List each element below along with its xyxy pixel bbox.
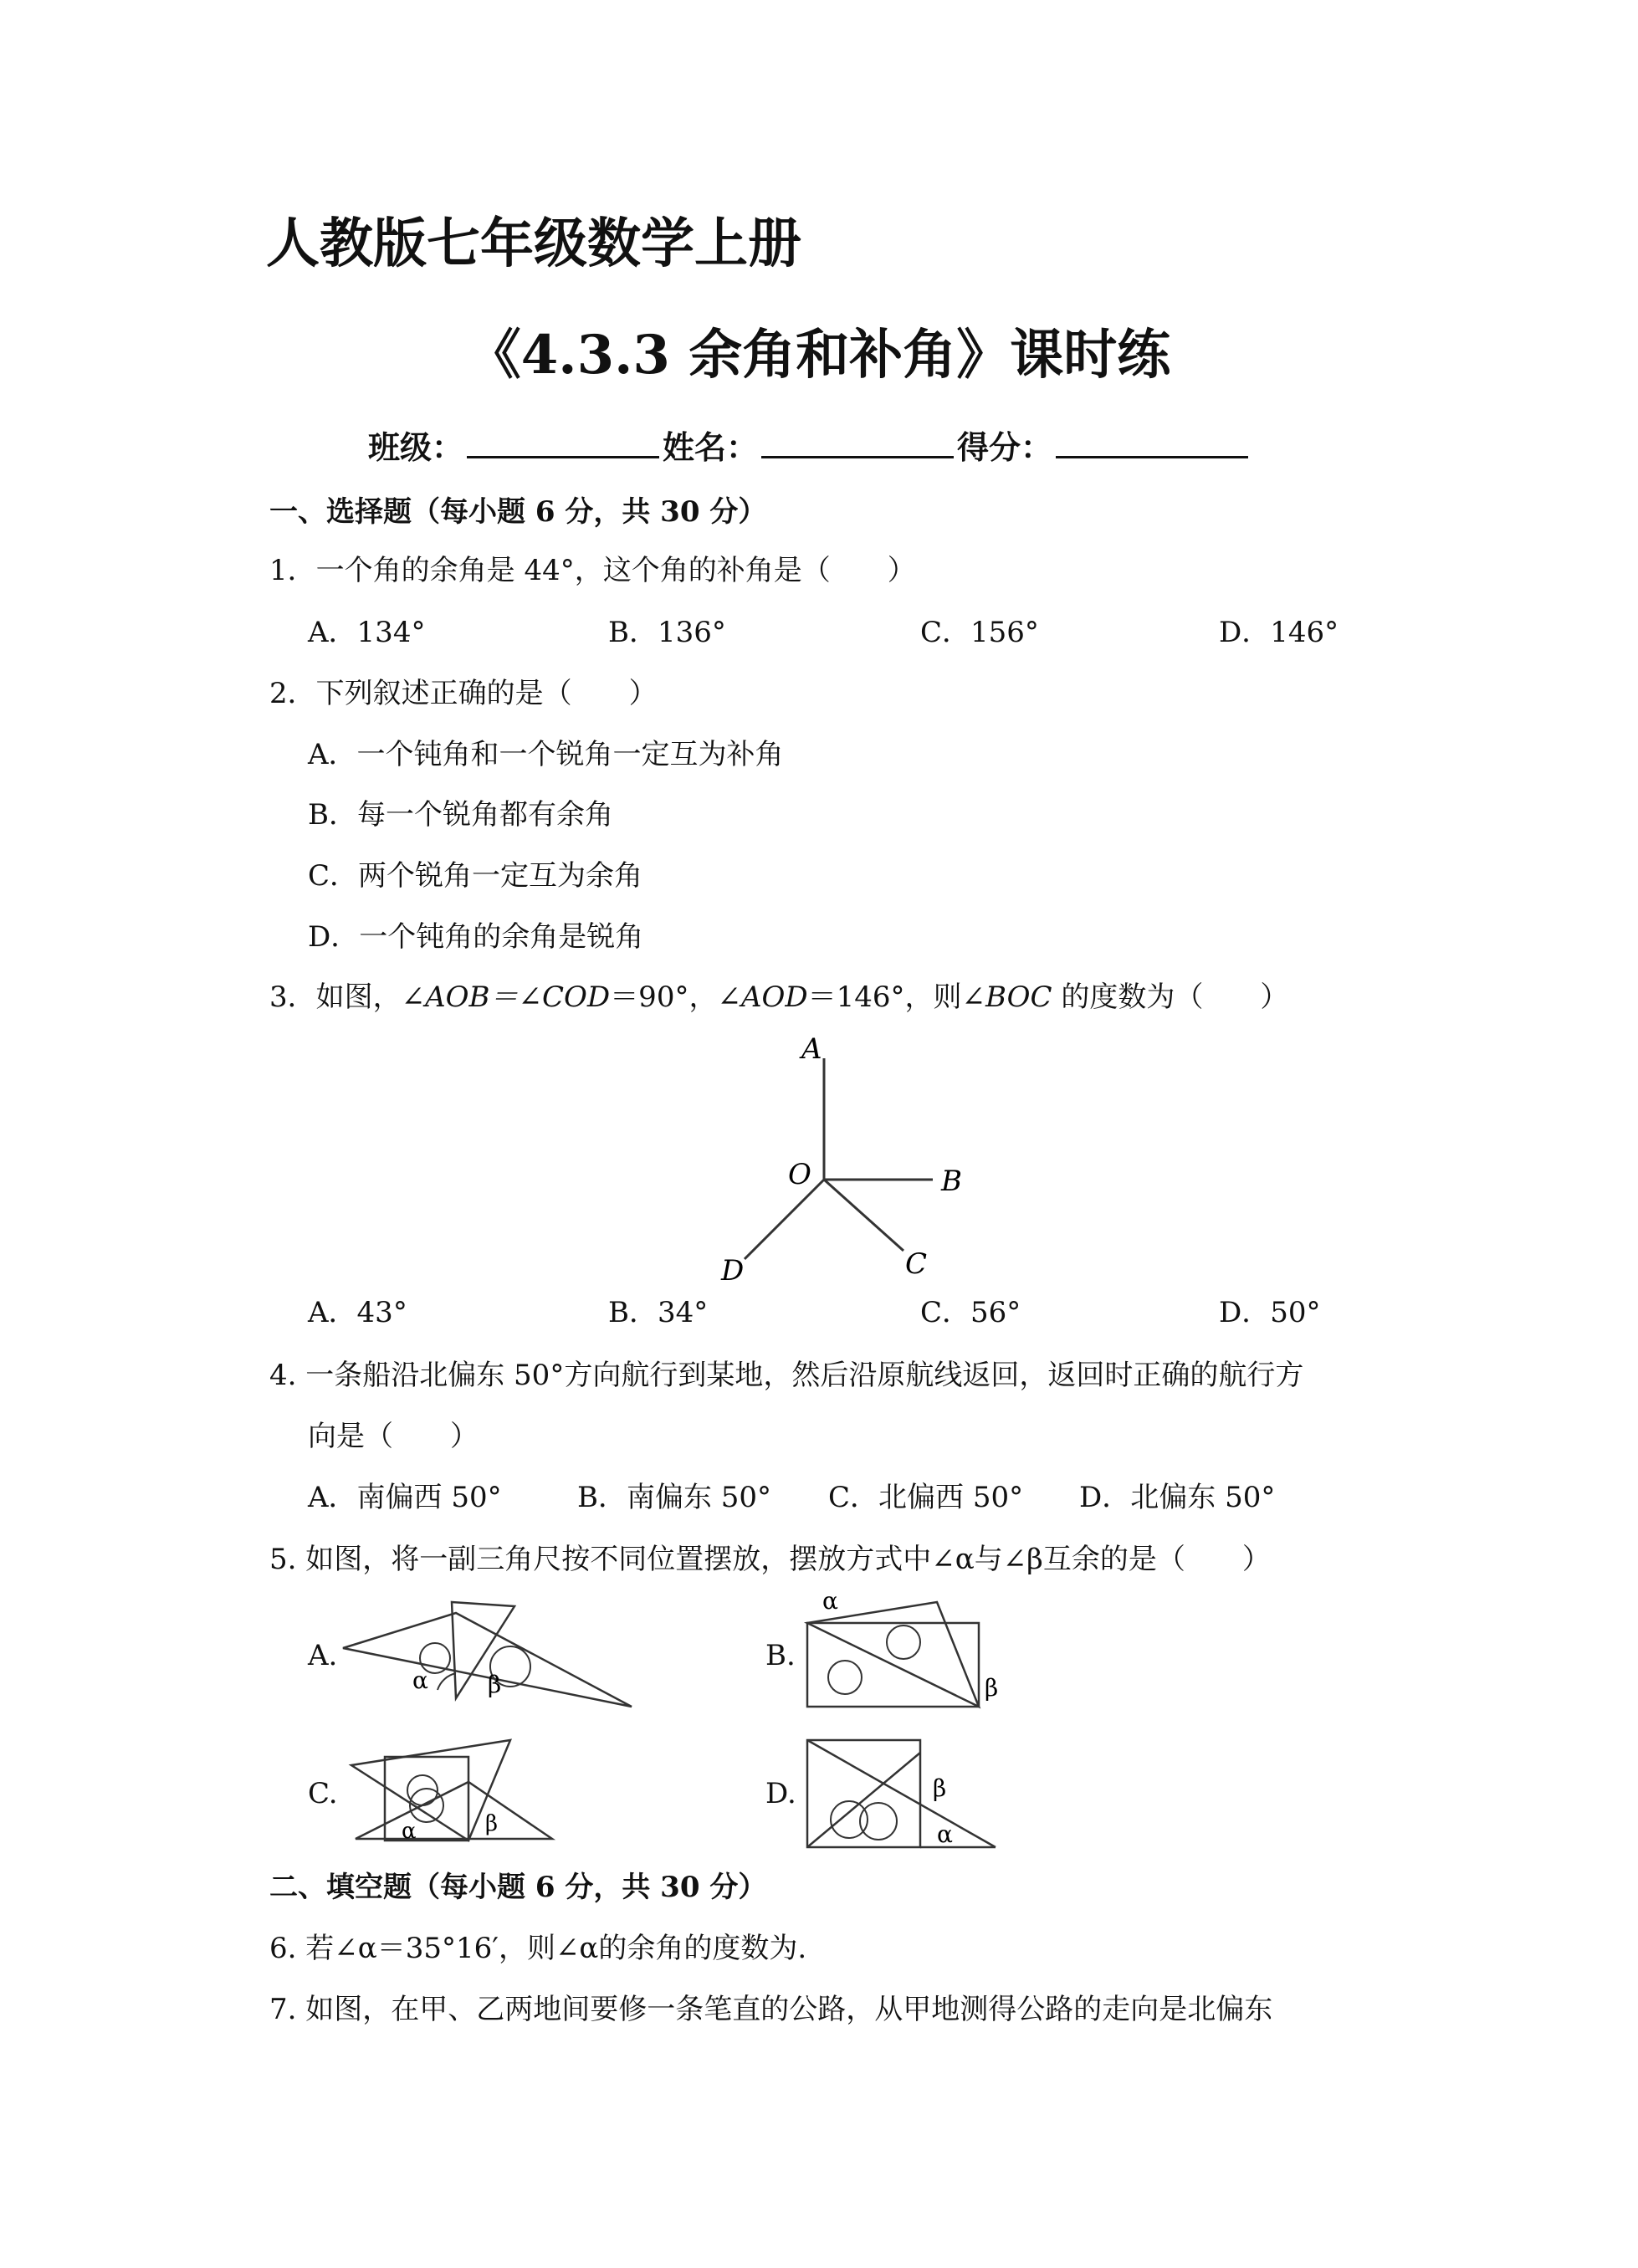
q3-option-d[interactable]: D．50°: [1219, 1296, 1321, 1329]
q3-option-a[interactable]: A．43°: [308, 1296, 407, 1329]
q5-figure-a[interactable]: [339, 1598, 640, 1723]
q5-b-beta: β: [985, 1674, 999, 1702]
question-4-line-1: 4. 一条船沿北偏东 50°方向航行到某地，然后沿原航线返回，返回时正确的航行方: [269, 1359, 1304, 1392]
q3-expr-1: ∠AOB＝∠COD: [401, 980, 611, 1014]
question-2: 2．下列叙述正确的是（ ）: [269, 677, 658, 710]
q4-option-c[interactable]: C．北偏西 50°: [828, 1481, 1024, 1514]
q5-option-a-label[interactable]: A.: [308, 1639, 338, 1672]
label-a: A: [801, 1032, 822, 1066]
q2-option-b[interactable]: B．每一个锐角都有余角: [308, 798, 613, 832]
q5-c-alpha: α: [402, 1819, 417, 1844]
q5-option-c-label[interactable]: C.: [308, 1777, 338, 1810]
q4-option-b[interactable]: B．南偏东 50°: [577, 1481, 772, 1514]
label-o: O: [788, 1158, 811, 1191]
question-5: 5. 如图，将一副三角尺按不同位置摆放，摆放方式中∠α与∠β互余的是（ ）: [269, 1543, 1271, 1576]
q3-option-c[interactable]: C．56°: [920, 1296, 1021, 1329]
q3-suffix: 的度数为（ ）: [1052, 980, 1289, 1014]
question-1: 1．一个角的余角是 44°，这个角的补角是（ ）: [269, 554, 916, 587]
q5-d-beta: β: [933, 1774, 947, 1802]
q3-angle-figure: [686, 1025, 1004, 1293]
ray-oc: [824, 1180, 903, 1251]
q5-a-beta: β: [488, 1671, 502, 1698]
name-blank[interactable]: [761, 422, 954, 458]
q3-option-b[interactable]: B．34°: [608, 1296, 709, 1329]
ray-od: [745, 1180, 824, 1259]
q5-figure-d[interactable]: [799, 1728, 1008, 1853]
q5-d-alpha: α: [937, 1820, 953, 1848]
q2-option-a[interactable]: A．一个钝角和一个锐角一定互为补角: [308, 738, 784, 771]
q3-mid-1: ＝90°，: [610, 980, 718, 1014]
q3-expr-2: ∠AOD: [717, 980, 808, 1014]
q3-mid-2: ＝146°，则: [807, 980, 962, 1014]
q5-a-alpha: α: [412, 1666, 428, 1694]
question-6: 6. 若∠α＝35°16′，则∠α的余角的度数为.: [269, 1932, 807, 1965]
q5-figure-b[interactable]: [799, 1585, 1025, 1719]
question-3: [269, 977, 1288, 1017]
section-2-heading: 二、填空题（每小题 6 分，共 30 分）: [269, 1871, 767, 1904]
question-7: 7. 如图，在甲、乙两地间要修一条笔直的公路，从甲地测得公路的走向是北偏东: [269, 1993, 1273, 2026]
q3-expr-3: ∠BOC: [961, 980, 1052, 1014]
label-b: B: [941, 1165, 962, 1198]
score-blank[interactable]: [1056, 422, 1248, 458]
q5-option-b-label[interactable]: B.: [765, 1639, 796, 1672]
q1-option-d[interactable]: D．146°: [1219, 616, 1339, 649]
class-blank[interactable]: [467, 422, 659, 458]
student-info-line: [368, 422, 1252, 471]
q5-c-beta: β: [485, 1811, 499, 1836]
q5-figure-c[interactable]: [339, 1732, 565, 1849]
q1-option-a[interactable]: A．134°: [308, 616, 426, 649]
q1-option-b[interactable]: B．136°: [608, 616, 726, 649]
q2-option-c[interactable]: C．两个锐角一定互为余角: [308, 859, 643, 893]
section-1-heading: 一、选择题（每小题 6 分，共 30 分）: [269, 495, 767, 529]
q1-option-c[interactable]: C．156°: [920, 616, 1039, 649]
label-c: C: [905, 1247, 928, 1281]
q5-b-alpha: α: [822, 1587, 838, 1615]
class-label: 班级：: [368, 428, 464, 466]
q5-option-d-label[interactable]: D.: [765, 1777, 796, 1810]
q4-option-a[interactable]: A．南偏西 50°: [308, 1481, 502, 1514]
title-line-1: 人教版七年级数学上册: [266, 212, 801, 275]
question-4-line-2: 向是（ ）: [308, 1420, 479, 1453]
q3-prefix: 3．如图，: [269, 980, 402, 1014]
q4-option-d[interactable]: D．北偏东 50°: [1079, 1481, 1276, 1514]
label-d: D: [721, 1254, 745, 1288]
q2-option-d[interactable]: D．一个钝角的余角是锐角: [308, 920, 644, 954]
score-label: 得分：: [957, 428, 1053, 466]
name-label: 姓名：: [663, 428, 759, 466]
title-line-2: 《4.3.3 余角和补角》课时练: [467, 324, 1171, 387]
